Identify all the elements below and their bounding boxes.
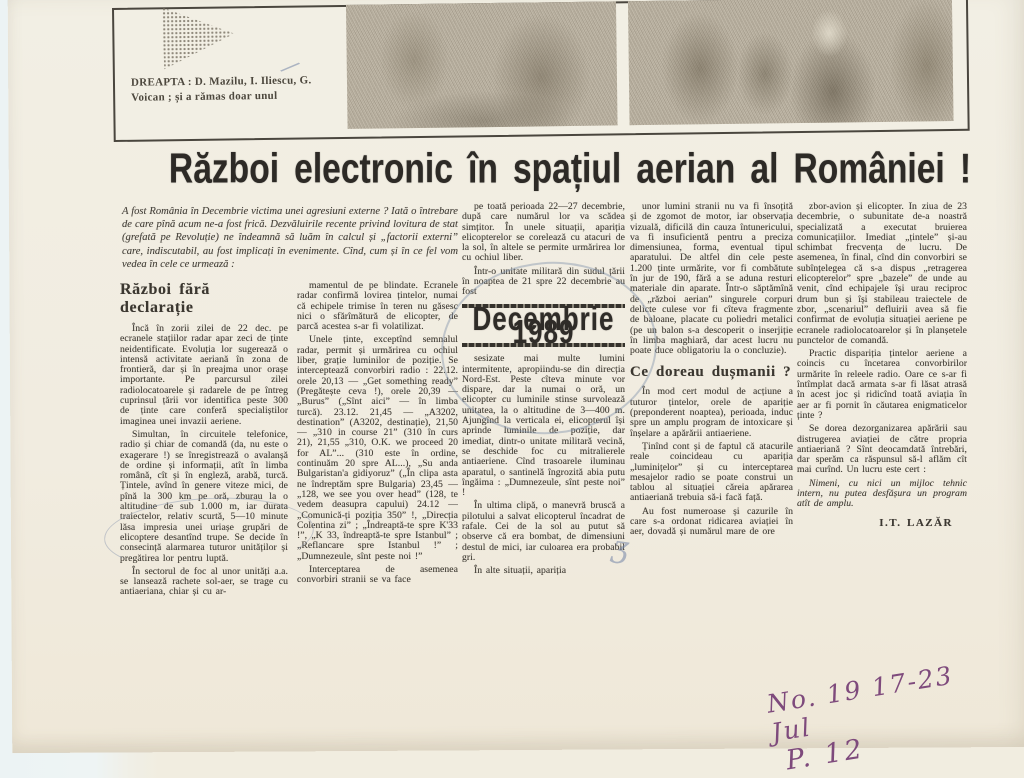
author-signature: I.T. LAZĂR	[879, 516, 953, 529]
article-column-1	[120, 281, 288, 719]
pen-squiggle-annotation: ʒ	[609, 528, 632, 567]
article-paragraph: zbor-avion și elicopter. În ziua de 23 decembrie, o subunitate de-a noastră specializată a executat bruierea comunicațiilor. Imediat „țintele” și-au schimbat frecvența de lucru. De asemenea, în final, cînd din convorbiri se subînțelegea că s-a dispus „retragerea elicopterelor” spre „bazele” de unde au venit, cînd echipajele își urau reciproc drum bun și își stabileau traiectele de zbor, „scenariul” defluirii avea să fie confirmat de evoluția situației aeriene pe ecranele radiolocatoarelor și în planșetele punctelor de comandă.	[797, 202, 967, 346]
article-paragraph: Se dorea dezorganizarea apărării sau distrugerea aviației de către propria antiaeriană ? Sînt deocamdată întrebări, dar sperăm ca răspunsul să-l aflăm cît mai curînd. Un lucru este cert :	[797, 423, 967, 476]
article-column-4	[630, 202, 793, 714]
right-arrow-icon	[162, 6, 235, 69]
handwritten-issue-number: No. 19 17-23 Jul	[764, 660, 956, 748]
article-paragraph: unor lumini stranii nu va fi însoțită și de zgomot de motor, iar observația vizuală, dificilă din cauza întunericului, va fi insuficientă pentru a preciza dimensiunea, forma, eventual tipul aparatului. De altfel din cele peste 1.200 ținte urmărite, vor fi combătute în jur de 190, fără a se aduna resturi materiale din aparate. Într-o săptămînă de „război aerian” singurele corpuri delicte culese vor fi cîteva fragmente de baloane, placate cu poliedri metalici (pe un balon s-a descoperit o inserjiție în limba maghiară, dar acest lucru nu poate duce obligatoriu la o concluzie).	[630, 202, 793, 357]
article-paragraph: pe toată perioada 22—27 decembrie, după care numărul lor va scădea simțitor. În unele situații, apariția elicopterelor se corelează cu atacuri de la sol, în altele se permite urmărirea lor cu ochiul liber.	[462, 202, 625, 264]
article-headline: Război electronic în spațiul aerian al României !	[168, 146, 972, 193]
article-paragraph: În alte situații, apariția	[474, 565, 567, 577]
photo-box	[112, 0, 970, 142]
article-column-5	[797, 202, 967, 722]
article-column-3	[462, 202, 625, 710]
article-paragraph: Unele ținte, exceptînd semnalul radar, permit și urmărirea cu ochiul liber, grație luminilor de poziție. Se interceptează convorbiri radio : 22.12. orele 20,13 — „Get something ready” (Pregătește ceva !), orele 20,39 — „Burus” („Sînt aici” — în limba turcă). 23.12. 21,45 — „A3202, destination” (A3202, destinație), 21,50 — „310 in course 21” (310 în curs 21), 21,55 „310, O.K. we proceed 20 for AL”... (310 este în ordine, continuăm 20 spre AL...), „Su anda Bulgaristan'a gidiyoruz” („În clipa asta ne îndreptăm spre Bulgaria) 23,45 — „128, we see you over head” (128, te vedem deasupra capului) 24.12 — „Comunică-ți poziția 350” !, „Direcția Colentina zi” ; „Îndreaptă-te spre K'33 !”, „K 33, îndreaptă-te spre Istanbul” ; „Reflancare spre Istanbul !” ; „Dumnezeule, sînt peste noi !”	[297, 334, 458, 562]
article-paragraph: Ținînd cont și de faptul că atacurile reale coincideau cu apariția „luminițelor” și cu interceptarea mesajelor radio se poate construi un tablou al situației căreia apărarea antiaeriană trebuia să-i facă față.	[630, 440, 793, 504]
photo-left	[346, 1, 618, 129]
section-heading-razboi: Război fără declarație	[120, 281, 211, 316]
pen-stroke-annotation: /	[278, 55, 301, 80]
article-paragraph: Au fost numeroase și cazurile în care s-a ordonat ridicarea aviației în aer, dovadă și numărul mare de ore	[630, 505, 793, 538]
article-paragraph: În mod cert modul de acțiune a tuturor țintelor, orele de apariție (preponderent noaptea), perioada, induc spre un amplu program de intoxicare și înșelare a apărării antiaeriene.	[630, 386, 793, 439]
photo-caption: DREAPTA : D. Mazilu, I. Iliescu, G. Voican ; și a rămas doar unul	[130, 74, 312, 104]
article-paragraph: Interceptarea de asemenea convorbiri stranii se va face	[297, 564, 458, 586]
section-heading-dusmanii: Ce doreau dușmanii ?	[630, 364, 792, 381]
article-paragraph: Într-o unitate militară din sudul țării în noaptea de 21 spre 22 decembrie au fost	[462, 265, 625, 298]
article-paragraph-italic: Nimeni, cu nici un mijloc tehnic intern, nu putea desfășura un program atît de amplu.	[797, 477, 967, 510]
handwritten-page-number: P. 12	[783, 733, 867, 777]
date-box-title: Decembrie 1989	[472, 298, 615, 351]
date-box	[462, 298, 625, 351]
article-column-2	[297, 281, 458, 681]
article-paragraph: mamentul de pe blindate. Ecranele radar confirmă lovirea țintelor, numai că echipele trimise în teren nu găsesc nici o sfărîmătură de elicopter, de parcă acestea s-ar fi volatilizat.	[297, 281, 458, 333]
article-intro: A fost România în Decembrie victima unei agresiuni externe ? Iată o întrebare de care pînă acum ne-a fost frică. Dezvăluirile recente privind lovitura de stat (grefată pe Revoluție) ne îndeamnă să luăm în calcul și „factorii externi” care, indiscutabil, au fost implicați în evenimente. Cînd, cum și în ce fel vom vedea în cele ce urmează :	[122, 206, 458, 270]
article-paragraph: Practic dispariția țintelor aeriene a coincis cu încetarea convorbirilor urmărite în releele radio. Oare ce s-ar fi întîmplat dacă armata s-ar fi lăsat atrasă în acest joc și ridicînd toată aviația în aer ar fi pornit în căutarea enigmaticelor ținte ?	[797, 348, 967, 421]
article-paragraph: Simultan, în circuitele telefonice, radio și chiar de comandă (da, nu este o exagerare !) se înregistrează o avalanșă de ordine și informații, atît în limba română, cît și în engleză, arabă, turcă. Țintele, avînd în genere viteze mici, de pînă la 300 km pe oră, zburau la o altitudine de sub 1.000 m, iar durata traiectelor, relativ scurtă, 5—10 minute lăsa impresia unei uriașe grupări de elicoptere desantînd trupe. Se decide în consecință alarmarea tuturor unităților și pregătirea lor pentru luptă.	[120, 428, 288, 564]
article-paragraph: În sectorul de foc al unor unități a.a. se lansează rachete sol-aer, se trage cu antiaeriana, chiar și cu ar-	[120, 565, 288, 598]
article-paragraph: Încă în zorii zilei de 22 dec. pe ecranele stațiilor radar apar zeci de ținte neidentificate. Evoluția lor sugerează o intensă activitate aeriană în zona de frontieră, dar și în preajma unor orașe importante. Pe parcursul zilei radiolocatoarele și radarele de pe întreg cuprinsul țării vor identifica peste 300 de ținte care conferă specialiștilor imaginea unei invazii aeriene.	[120, 323, 288, 427]
photo-right	[628, 0, 954, 125]
article-paragraph: sesizate mai multe lumini intermitente, apropiindu-se din direcția Nord-Est. Peste cîteva minute vor dispare, dar la numai o oră, un elicopter cu luminile stinse survolează unitatea, la o altitudine de 3—400 m. Ajungînd la verticala ei, elicopterul își aprinde luminile de poziție, dar imediat, dintr-o unitate militară vecină, se deschide foc cu mitralierele antiaeriene. Cînd trasoarele iluminau aparatul, o santinelă îngrozită abia putu îngăima : „Dumnezeule, sînt peste noi” !	[462, 353, 625, 499]
article-paragraph: În ultima clipă, o manevră bruscă a pilotului a salvat elicopterul încadrat de rafale. Cei de la sol au putut să observe că era bombat, de dimensiuni destul de mici, iar culoarea era probabil gri.	[462, 500, 625, 563]
